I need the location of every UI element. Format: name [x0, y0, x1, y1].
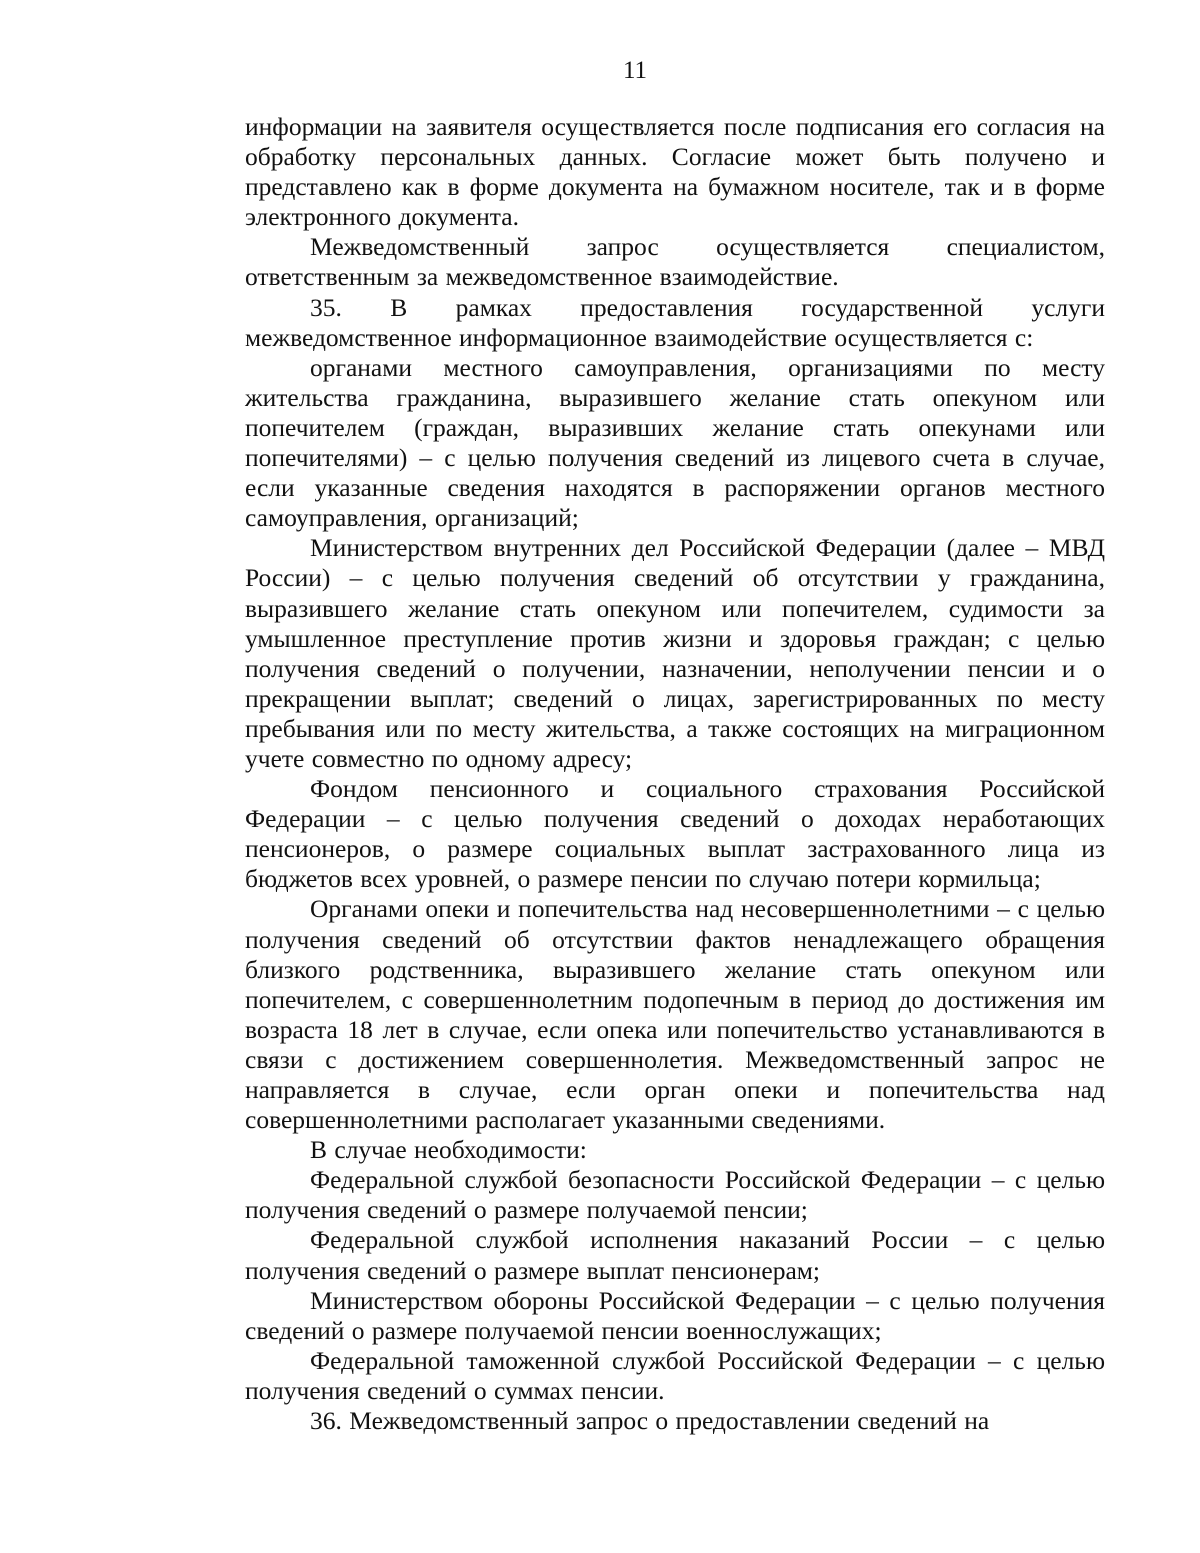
paragraph-mvd: Министерством внутренних дел Российской Федерации (далее – МВД России) – с целью получения сведений об отсутствии у гражданина, выразившего желание стать опекуном или попечителем, судимости за умышленное преступление против жизни и здоровья граждан; с целью получения сведений о получении, назначении, неполучении пенсии и о прекращении выплат; сведений о лицах, зарегистрированных по месту пребывания или по месту жительства, а также состоящих на миграционном учете совместно по одному адресу;: [245, 533, 1105, 773]
paragraph-clause-35: 35. В рамках предоставления государственной услуги межведомственное информационное взаимодействие осуществляется с:: [245, 292, 1105, 352]
paragraph-if-necessary: В случае необходимости:: [310, 1135, 587, 1165]
paragraph-pension-fund: Фондом пенсионного и социального страхования Российской Федерации – с целью получения сведений о доходах неработающих пенсионеров, о размере социальных выплат застрахованного лица из бюджетов всех уровней, о размере пенсии по случаю потери кормильца;: [245, 774, 1105, 894]
paragraph-fsin: Федеральной службой исполнения наказаний России – с целью получения сведений о размере выплат пенсионерам;: [245, 1225, 1105, 1285]
paragraph-clause-36: 36. Межведомственный запрос о предоставлении сведений на: [310, 1406, 990, 1436]
paragraph-interagency-request: Межведомственный запрос осуществляется специалистом, ответственным за межведомственное взаимодействие.: [245, 232, 1105, 292]
paragraph-fsb: Федеральной службой безопасности Российской Федерации – с целью получения сведений о размере получаемой пенсии;: [245, 1165, 1105, 1225]
paragraph-local-government: органами местного самоуправления, организациями по месту жительства гражданина, выразившего желание стать опекуном или попечителем (граждан, выразивших желание стать опекунами или попечителями) – с целью получения сведений из лицевого счета в случае, если указанные сведения находятся в распоряжении органов местного самоуправления, организаций;: [245, 352, 1105, 533]
paragraph-customs: Федеральной таможенной службой Российской Федерации – с целью получения сведений о суммах пенсии.: [245, 1345, 1105, 1405]
paragraph-guardianship-bodies: Органами опеки и попечительства над несовершеннолетними – с целью получения сведений об отсутствии фактов ненадлежащего обращения близкого родственника, выразившего желание стать опекуном или попечителем, с совершеннолетним подопечным в период до достижения им возраста 18 лет в случае, если опека или попечительство устанавливаются в связи с достижением совершеннолетия. Межведомственный запрос не направляется в случае, если орган опеки и попечительства над совершеннолетними располагает указанными сведениями.: [245, 894, 1105, 1135]
page-number: 11: [622, 57, 648, 84]
paragraph-defense-ministry: Министерством обороны Российской Федерации – с целью получения сведений о размере получаемой пенсии военнослужащих;: [245, 1285, 1105, 1345]
paragraph-consent-continuation: информации на заявителя осуществляется после подписания его согласия на обработку персональных данных. Согласие может быть получено и представлено как в форме документа на бумажном носителе, так и в форме электронного документа.: [245, 112, 1105, 232]
document-body: [245, 112, 1105, 1436]
